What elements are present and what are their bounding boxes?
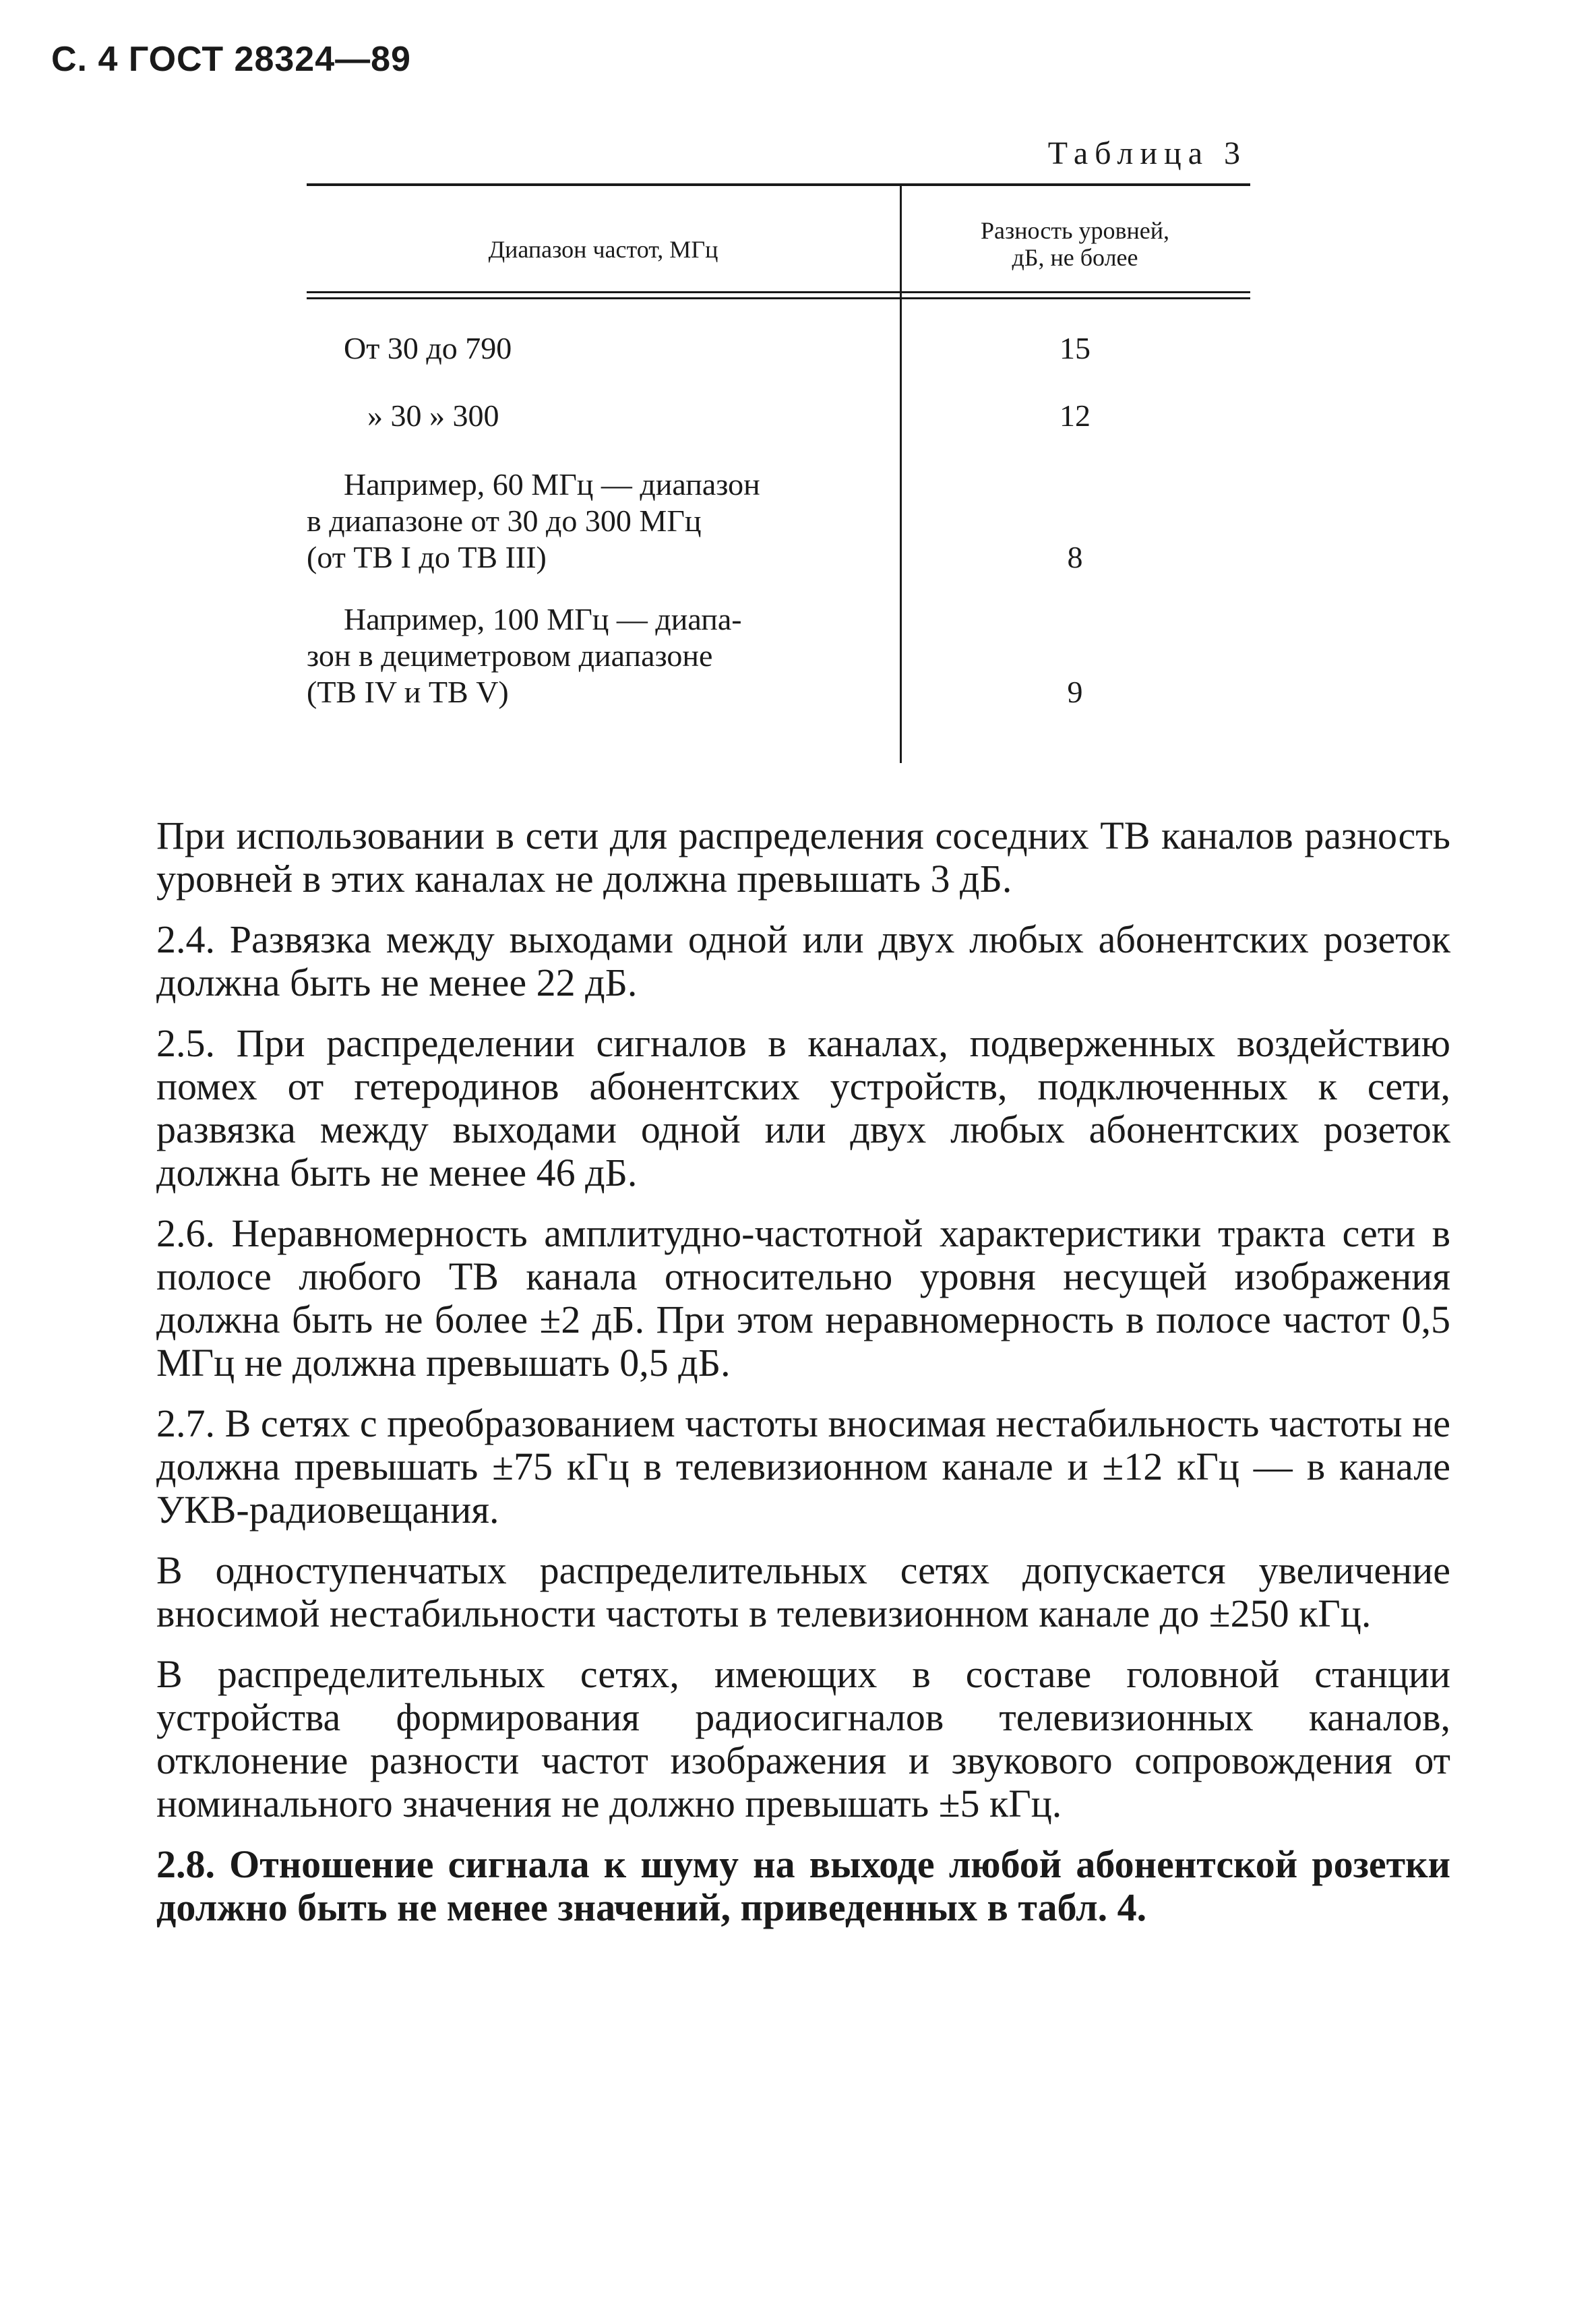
- table-value: 8: [1067, 540, 1083, 574]
- table-header-rule-1: [307, 291, 1250, 293]
- table-row: Например, 100 МГц — диапа- зон в дециметровом диапазоне (ТВ IV и ТВ V): [307, 602, 742, 709]
- table-row: » 30 » 300: [367, 398, 499, 433]
- table-top-rule: [307, 183, 1250, 186]
- table-title: Таблица 3: [1047, 135, 1247, 171]
- body-text: [156, 814, 1450, 1947]
- paragraph: При использовании в сети для распределения соседних ТВ каналов разность уровней в этих каналах не должна превышать 3 дБ.: [156, 814, 1450, 901]
- table-value: 15: [1060, 331, 1091, 365]
- page-header: С. 4 ГОСТ 28324—89: [51, 40, 411, 79]
- table-row: Например, 60 МГц — диапазон в диапазоне от 30 до 300 МГц (от ТВ I до ТВ III): [307, 467, 760, 574]
- col-header-range: Диапазон частот, МГц: [488, 236, 718, 263]
- paragraph-2-4: 2.4. Развязка между выходами одной или двух любых абонентских розеток должна быть не менее 22 дБ.: [156, 917, 1450, 1004]
- table-3: [307, 183, 1250, 763]
- paragraph: В распределительных сетях, имеющих в составе головной станции устройства формирования радиосигналов телевизионных каналов, отклонение разности частот изображения и звукового сопровождения от номинального значения не должно превышать ±5 кГц.: [156, 1652, 1450, 1825]
- paragraph-2-5: 2.5. При распределении сигналов в каналах, подверженных воздействию помех от гетеродинов абонентских устройств, подключенных к сети, развязка между выходами одной или двух любых абонентских розеток должна быть не менее 46 дБ.: [156, 1021, 1450, 1194]
- paragraph: В одноступенчатых распределительных сетях допускается увеличение вносимой нестабильности частоты в телевизионном канале до ±250 кГц.: [156, 1548, 1450, 1635]
- paragraph-2-7: 2.7. В сетях с преобразованием частоты вносимая нестабильность частоты не должна превышать ±75 кГц в телевизионном канале и ±12 кГц — в канале УКВ-радиовещания.: [156, 1401, 1450, 1532]
- table-row: От 30 до 790: [344, 331, 512, 365]
- table-value: 12: [1060, 398, 1091, 433]
- paragraph-2-6: 2.6. Неравномерность амплитудно-частотной характеристики тракта сети в полосе любого ТВ канала относительно уровня несущей изображения должна быть не более ±2 дБ. При этом неравномерность в полосе частот 0,5 МГц не должна превышать 0,5 дБ.: [156, 1211, 1450, 1385]
- col-header-difference: Разность уровней, дБ, не более: [980, 217, 1170, 271]
- paragraph-2-8: 2.8. Отношение сигнала к шуму на выходе любой абонентской розетки должно быть не менее значений, приведенных в табл. 4.: [156, 1842, 1450, 1929]
- table-header-rule-2: [307, 297, 1250, 299]
- table-value: 9: [1067, 675, 1083, 709]
